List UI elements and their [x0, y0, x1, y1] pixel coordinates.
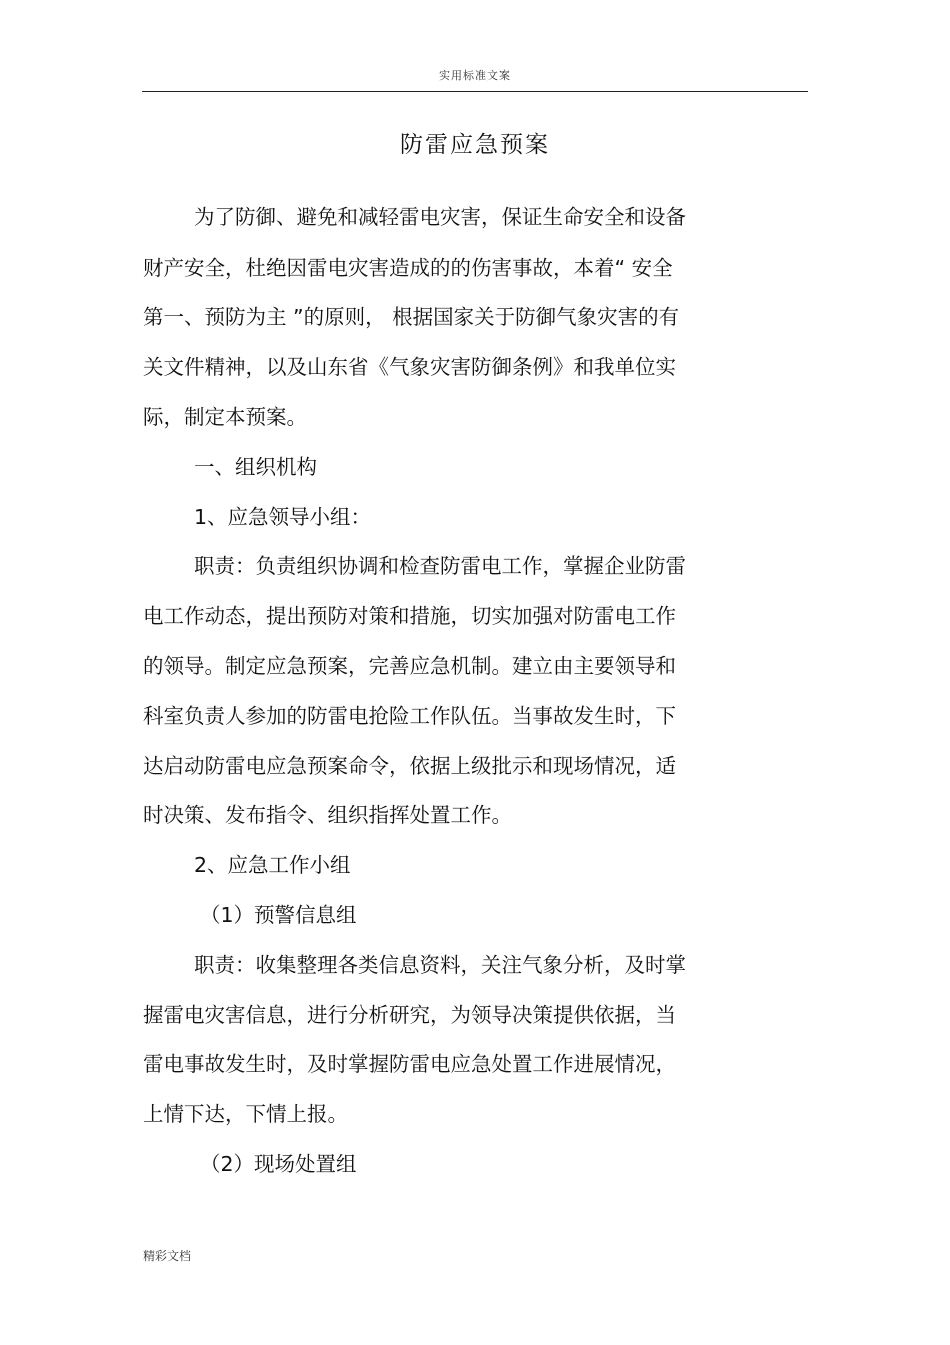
- page-header: 实用标准文案: [439, 69, 511, 82]
- paragraph-line: 职责：收集整理各类信息资料，关注气象分析，及时掌: [194, 953, 686, 977]
- paragraph-line: 雷电事故发生时，及时掌握防雷电应急处置工作进展情况，: [143, 1052, 676, 1076]
- paragraph-line: 时决策、发布指令、组织指挥处置工作。: [143, 803, 512, 827]
- paragraph-line: 达启动防雷电应急预案命令，依据上级批示和现场情况，适: [143, 754, 676, 778]
- paragraph-line: 上情下达，下情上报。: [143, 1102, 348, 1126]
- section-heading: 一、组织机构: [194, 455, 317, 479]
- subsection-heading: 2、应急工作小组: [194, 853, 351, 877]
- document-title: 防雷应急预案: [400, 132, 550, 158]
- paragraph-line: 职责：负责组织协调和检查防雷电工作，掌握企业防雷: [194, 554, 686, 578]
- paragraph-line: 握雷电灾害信息，进行分析研究，为领导决策提供依据，当: [143, 1003, 676, 1027]
- group-heading: （1）预警信息组: [200, 903, 357, 927]
- paragraph-line: 际，制定本预案。: [143, 405, 307, 429]
- paragraph-line: 科室负责人参加的防雷电抢险工作队伍。当事故发生时，下: [143, 704, 676, 728]
- page-footer: 精彩文档: [143, 1249, 192, 1263]
- paragraph-line: 财产安全，杜绝因雷电灾害造成的的伤害事故，本着“ 安全: [143, 256, 673, 280]
- group-heading: （2）现场处置组: [200, 1152, 357, 1176]
- header-rule: [142, 91, 808, 92]
- paragraph-line: 为了防御、避免和减轻雷电灾害，保证生命安全和设备: [194, 205, 686, 229]
- paragraph-line: 电工作动态，提出预防对策和措施，切实加强对防雷电工作: [143, 604, 676, 628]
- paragraph-line: 的领导。制定应急预案，完善应急机制。建立由主要领导和: [143, 654, 676, 678]
- paragraph-line: 关文件精神，以及山东省《气象灾害防御条例》和我单位实: [143, 355, 676, 379]
- subsection-heading: 1、应急领导小组：: [194, 505, 372, 529]
- paragraph-line: 第一、预防为主 ”的原则， 根据国家关于防御气象灾害的有: [143, 305, 680, 329]
